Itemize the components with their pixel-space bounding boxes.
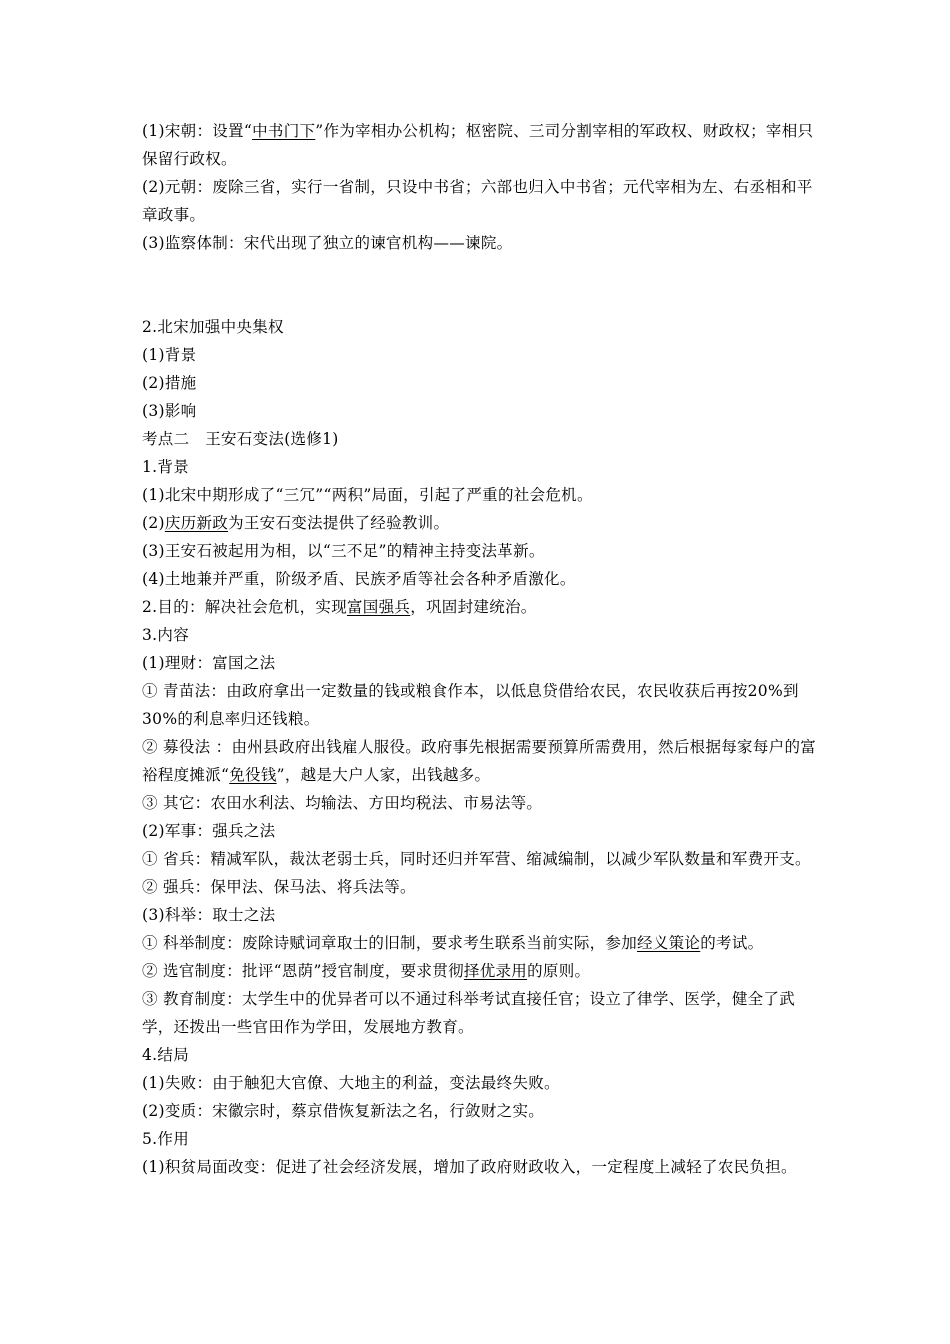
- text-segment: ”作为宰相办公机构；枢密院、三司分割宰相的军政权、财政权；宰相只保留行政权。: [142, 122, 814, 168]
- text-segment: ，巩固封建统治。: [410, 598, 537, 616]
- text-segment: (2): [142, 514, 165, 532]
- document-body: [142, 117, 822, 1181]
- text-segment: 2.目的：解决社会危机，实现: [142, 598, 347, 616]
- underlined-term: 择优录用: [463, 962, 528, 980]
- text-segment: ① 科举制度：废除诗赋词章取士的旧制，要求考生联系当前实际，参加: [142, 934, 638, 952]
- outcome-item-1: (1)失败：由于触犯大官僚、大地主的利益，变法最终失败。: [142, 1074, 560, 1092]
- subheading-imperial-exam: (3)科举：取士之法: [142, 906, 276, 924]
- underlined-term: 免役钱: [229, 766, 277, 784]
- paragraph-yuan-dynasty: (2)元朝：废除三省，实行一省制，只设中书省；六部也归入中书省；元代宰相为左、右丞相和平章政事。: [142, 178, 813, 224]
- exam-item-2: [142, 957, 822, 985]
- heading-outcome: 4.结局: [142, 1046, 189, 1064]
- subheading-military: (2)军事：强兵之法: [142, 822, 276, 840]
- text-segment: 为王安石变法提供了经验教训。: [228, 514, 450, 532]
- finance-item-2: [142, 733, 822, 789]
- background-item-2: [142, 509, 822, 537]
- text-segment: 的原则。: [527, 962, 591, 980]
- background-item-3: (3)王安石被起用为相，以“三不足”的精神主持变法革新。: [142, 542, 545, 560]
- background-item-1: (1)北宋中期形成了“三冗”“两积”局面，引起了严重的社会危机。: [142, 486, 593, 504]
- item-background: (1)背景: [142, 346, 197, 364]
- outcome-item-2: (2)变质：宋徽宗时，蔡京借恢复新法之名，行敛财之实。: [142, 1102, 545, 1120]
- underlined-term: 庆历新政: [164, 514, 229, 532]
- blank-gap: [142, 257, 822, 313]
- effect-item-1: (1)积贫局面改变：促进了社会经济发展，增加了政府财政收入，一定程度上减轻了农民负担。: [142, 1158, 797, 1176]
- military-item-1: ① 省兵：精减军队，裁汰老弱士兵，同时还归并军营、缩减编制，以减少军队数量和军费开支。: [142, 850, 811, 868]
- text-segment: ”，越是大户人家，出钱越多。: [276, 766, 491, 784]
- underlined-term: 中书门下: [252, 122, 316, 140]
- heading-exam-point-2: 考点二 王安石变法(选修1): [142, 430, 339, 448]
- exam-item-3: ③ 教育制度：太学生中的优异者可以不通过科举考试直接任官；设立了律学、医学，健全了武学，还拨出一些官田作为学田，发展地方教育。: [142, 990, 796, 1036]
- heading-background: 1.背景: [142, 458, 189, 476]
- paragraph-song-dynasty: [142, 117, 822, 173]
- military-item-2: ② 强兵：保甲法、保马法、将兵法等。: [142, 878, 416, 896]
- exam-item-1: [142, 929, 822, 957]
- finance-item-1: ① 青苗法：由政府拿出一定数量的钱或粮食作本，以低息贷借给农民，农民收获后再按20%到30%的利息率归还钱粮。: [142, 682, 799, 728]
- item-measures: (2)措施: [142, 374, 197, 392]
- text-segment: 的考试。: [700, 934, 764, 952]
- underlined-term: 经义策论: [637, 934, 701, 952]
- paragraph-supervision: (3)监察体制：宋代出现了独立的谏官机构——谏院。: [142, 234, 513, 252]
- underlined-term: 富国强兵: [347, 598, 411, 616]
- background-item-4: (4)土地兼并严重，阶级矛盾、民族矛盾等社会各种矛盾激化。: [142, 570, 576, 588]
- subheading-finance: (1)理财：富国之法: [142, 654, 276, 672]
- text-segment: ② 选官制度：批评“恩荫”授官制度，要求贯彻: [142, 962, 464, 980]
- text-segment: (1)宋朝：设置“: [142, 122, 253, 140]
- item-influence: (3)影响: [142, 402, 197, 420]
- finance-item-3: ③ 其它：农田水利法、均输法、方田均税法、市易法等。: [142, 794, 543, 812]
- heading-purpose: [142, 593, 822, 621]
- heading-northern-song: 2.北宋加强中央集权: [142, 318, 284, 336]
- text-segment: ② 募役法 ：由州县政府出钱雇人服役。政府事先根据需要预算所需费用，然后根据每家每户的富裕程度摊派“: [142, 738, 817, 784]
- heading-content: 3.内容: [142, 626, 189, 644]
- heading-effect: 5.作用: [142, 1130, 189, 1148]
